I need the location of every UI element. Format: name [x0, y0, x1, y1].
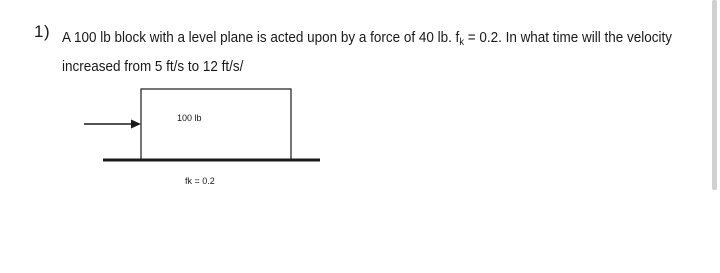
- problem-line-1-end: = 0.2. In what time will the velocity: [463, 30, 672, 46]
- kinetic-subscript: k: [459, 37, 464, 48]
- block-weight-label: 100 lb: [177, 113, 202, 123]
- problem-line-2: increased from 5 ft/s to 12 ft/s/: [62, 59, 244, 75]
- force-arrow-head: [131, 120, 141, 129]
- block: [141, 89, 291, 160]
- friction-coefficient-label: fk = 0.2: [185, 176, 215, 186]
- vertical-scrollbar[interactable]: [712, 0, 717, 190]
- problem-number: 1): [34, 22, 51, 41]
- problem-line-1-start: A 100 lb block with a level plane is acted upon by a force of 40 lb. f: [62, 30, 460, 46]
